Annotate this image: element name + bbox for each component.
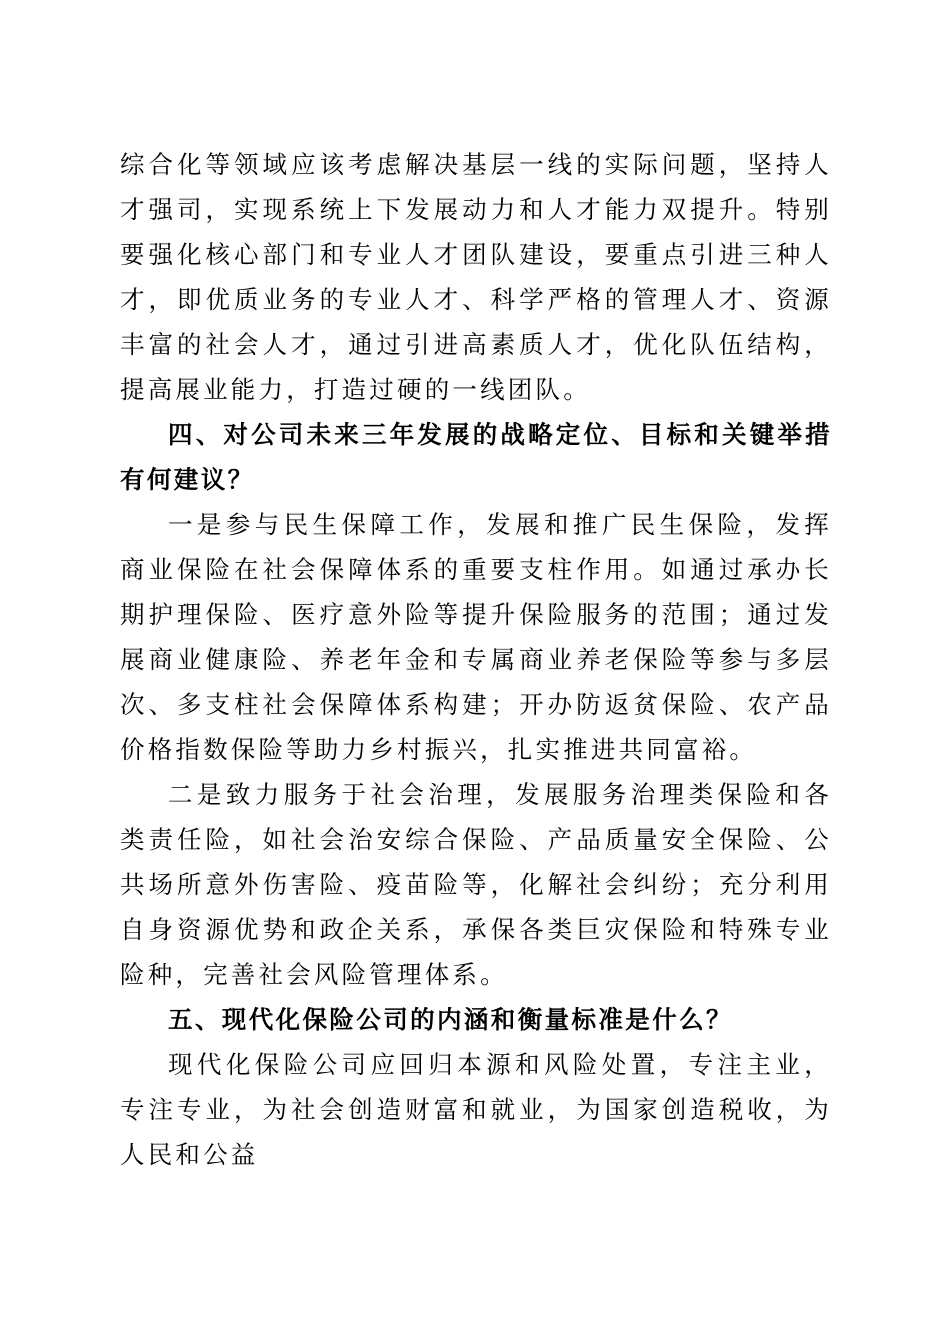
- section-heading-four: 四、对公司未来三年发展的战略定位、目标和关键举措有何建议？: [120, 420, 832, 494]
- section-heading-five: 五、现代化保险公司的内涵和衡量标准是什么？: [168, 1005, 733, 1034]
- paragraph-livelihood-insurance: 一是参与民生保障工作，发展和推广民生保险，发挥商业保险在社会保障体系的重要支柱作用。如通过承办长期护理保险、医疗意外险等提升保险服务的范围；通过发展商业健康险、养老年金和专属商业养老保险等参与多层次、多支柱社会保障体系构建；开办防返贫保险、农产品价格指数保险等助力乡村振兴，扎实推进共同富裕。: [120, 510, 832, 764]
- document-body: [120, 142, 832, 1177]
- paragraph-talent-strategy: 综合化等领域应该考虑解决基层一线的实际问题，坚持人才强司，实现系统上下发展动力和人才能力双提升。特别要强化核心部门和专业人才团队建设，要重点引进三种人才，即优质业务的专业人才、科学严格的管理人才、资源丰富的社会人才，通过引进高素质人才，优化队伍结构，提高展业能力，打造过硬的一线团队。: [120, 150, 832, 404]
- paragraph-social-governance: 二是致力服务于社会治理，发展服务治理类保险和各类责任险，如社会治安综合保险、产品质量安全保险、公共场所意外伤害险、疫苗险等，化解社会纠纷；充分利用自身资源优势和政企关系，承保各类巨灾保险和特殊专业险种，完善社会风险管理体系。: [120, 780, 832, 989]
- paragraph-modern-insurer: 现代化保险公司应回归本源和风险处置，专注主业，专注专业，为社会创造财富和就业，为国家创造税收，为人民和公益: [120, 1050, 832, 1169]
